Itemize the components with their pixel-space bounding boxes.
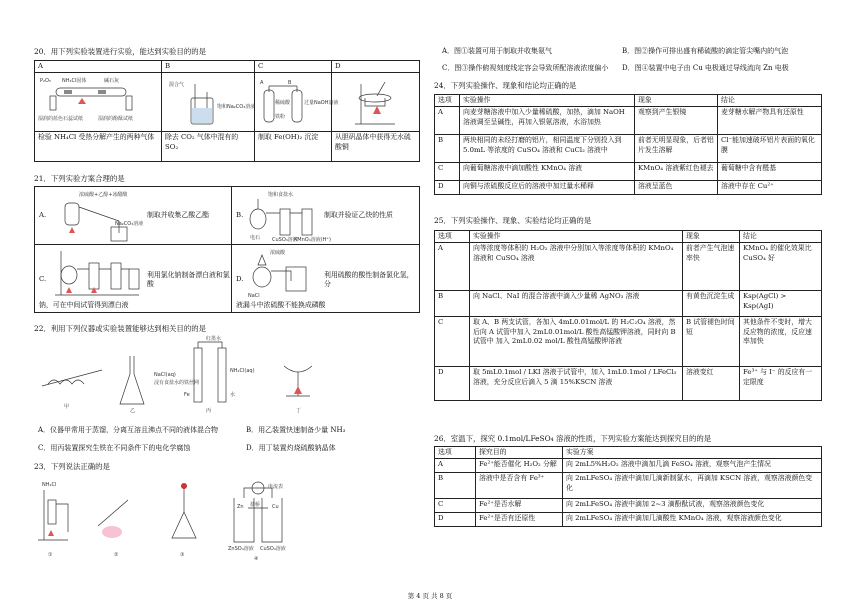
q23-figure [34,478,304,562]
q24-row-b-phenomenon: 前者无明显现象，后者铝片发生溶解 [635,135,718,163]
q25-header-operation: 实验操作 [470,231,683,243]
q21-option-c-text-1: 利用氯化钠制备漂白液和氯酸 [147,271,230,289]
q24-row-d-operation: 向铜与浓硫酸反应后的溶液中加过量水稀释 [460,181,635,195]
q25-row-d-option: D [435,367,470,401]
q20-header-b: B [162,61,255,73]
q20-header-a: A [35,61,162,73]
q25-row-d-conclusion: Fe³⁺ 与 I⁻ 的反应有一定限度 [740,367,822,401]
q23-fig-label: ② [114,552,119,558]
q21-stem: 21．下列实验方案合理的是 [34,174,125,183]
q26-row-d-plan: 向 2mLFeSO₄ 溶液中滴加几滴酸性 KMnO₄ 溶液，观察溶液颜色变化 [563,513,822,527]
q24-header-option: 选项 [435,95,460,107]
q20-header-d: D [332,61,420,73]
q24-row-a-operation: 向麦芽糖溶液中加入少量稀硫酸，加热，滴加 NaOH 溶液调至呈碱性，再加入银氨溶液，水浴加热 [460,107,635,135]
q24-row-d-option: D [435,181,460,195]
q20-header-c: C [255,61,332,73]
q21-option-b-label: B. [236,211,244,219]
q25-row-d-operation: 取 5mL0.1mol / LKI 溶液于试管中，加入 1mL0.1mol / LFeCl₃ 溶液，充分反应后滴入 5 滴 15%KSCN 溶液 [470,367,683,401]
q21-fig-b-label: CuSO₄溶液 [272,237,298,243]
q24-row-a-phenomenon: 观察到产生银镜 [635,107,718,135]
q22-fig-label: 丁 [296,408,302,414]
q26-header-plan: 实验方案 [563,447,822,459]
q23-option-b: B．图②操作可排出盛有稀硫酸的滴定管尖嘴内的气泡 [622,47,789,55]
q22-fig-label: 浸有食盐水的铁丝网 [154,380,200,386]
q24-table [434,94,822,195]
q21-option-b-text: 制取并验证乙炔的性质 [324,211,393,219]
q23-fig-label: CuSO₄溶液 [260,546,286,552]
q21-fig-a-label: Na₂CO₃溶液 [115,221,144,227]
q24-row-a-conclusion: 麦芽糖水解产物具有还原性 [718,107,822,135]
q25-row-c-operation: 取 A、B 两支试管，各加入 4mL0.01mol/L 的 H₂C₂O₄ 溶液，然后向 A 试管中加入 2mL0.01mol/L 酸性高锰酸钾溶液，同时向 B 试管中 加入 2mL0.02 mol/L 酸性高锰酸钾溶液 [470,317,683,367]
q21-fig-b-label: KMnO₄溶液(H⁺) [294,237,332,243]
q25-row-b-operation: 向 NaCl、NaI 的混合溶液中滴入少量稀 AgNO₃ 溶液 [470,291,683,317]
q25-row-b-conclusion: Ksp(AgCl) > Ksp(AgI) [740,291,822,317]
q26-row-a-purpose: Fe²⁺能否催化 H₂O₂ 分解 [476,459,563,473]
q21-option-c-text-2: 钠，可在中间试管得到漂白液 [39,301,129,309]
q25-row-b-phenomenon: 有黄色沉淀生成 [683,291,740,317]
q24-header-conclusion: 结论 [718,95,822,107]
q23-fig-label: 盐桥 [250,502,261,508]
q21-option-b [232,187,420,245]
q21-option-d-label: D. [236,275,244,283]
q21-option-d-text-2: 液漏斗中浓硫酸不能换成磷酸 [236,301,326,309]
q25-row-a-option: A [435,243,470,291]
q20-fig-c-label: 过量NaOH溶液 [304,100,339,107]
q23-fig-label: Cu [272,504,279,510]
q20-fig-c-label: B [288,80,292,87]
q20-figure-b [162,73,255,132]
q26-row-a-option: A [435,459,476,473]
q21-option-a-label: A. [39,211,47,219]
q20-cell-c: 制取 Fe(OH)₂ 沉淀 [255,132,332,162]
q22-stem: 22．利用下列仪器或实验装置能够达到相关目的的是 [34,324,207,333]
q23-fig-label: ③ [180,552,185,558]
q22-option-d: D．用丁装置灼烧硫酸钠晶体 [246,444,336,452]
q25-row-c-option: C [435,317,470,367]
q24-row-b-operation: 两块相同的未经打磨的铝片，相同温度下分别投入到 5.0mL 等浓度的 CuSO₄ 溶液和 CuCl₂ 溶液中 [460,135,635,163]
q26-row-c-option: C [435,499,476,513]
q26-row-a-plan: 向 2mL5%H₂O₂ 溶液中滴加几滴 FeSO₄ 溶液，观察气泡产生情况 [563,459,822,473]
page-footer: 第 4 页 共 8 页 [407,592,453,600]
q25-row-d-phenomenon: 溶液变红 [683,367,740,401]
q25-row-a-operation: 向等浓度等体积的 H₂O₂ 溶液中分别加入等浓度等体积的 KMnO₄ 溶液和 CuSO₄ 溶液 [470,243,683,291]
q23-option-c: C．图③操作俯视刻度线定容会导致所配溶液浓度偏小 [442,64,609,72]
q23-fig-label: ① [48,552,53,558]
q24-row-b-option: B [435,135,460,163]
q26-row-c-plan: 向 2mLFeSO₄ 溶液中滴加 2~3 滴酚酞试液，观察溶液颜色变化 [563,499,822,513]
q26-row-c-purpose: Fe²⁺是否水解 [476,499,563,513]
q22-option-c: C．用丙装置探究生铁在不同条件下的电化学腐蚀 [38,444,191,452]
q21-option-d [232,245,420,313]
q21-table [34,186,420,313]
q20-fig-b-label: 混合气 [169,82,185,89]
q22-option-b: B．用乙装置快速制备少量 NH₃ [246,426,346,434]
q24-row-c-phenomenon: KMnO₄ 溶液紫红色褪去 [635,163,718,181]
q20-cell-b: 除去 CO₂ 气体中混有的 SO₂ [162,132,255,162]
q25-header-conclusion: 结论 [740,231,822,243]
q20-figure-a [35,73,162,132]
q22-fig-label: 红墨水 [206,336,222,342]
q20-figure-d [332,73,420,132]
q26-row-b-purpose: 溶液中是否含有 Fe³⁺ [476,473,563,499]
q21-fig-d-label: 浓硫酸 [270,250,286,256]
q25-header-option: 选项 [435,231,470,243]
q22-fig-label: 乙 [130,408,136,414]
q21-option-a-text: 制取并收集乙酸乙酯 [147,211,210,219]
q25-row-b-option: B [435,291,470,317]
q22-figure [34,336,334,414]
q21-fig-b-label: 电石 [250,235,261,241]
q24-row-c-conclusion: 葡萄糖中含有醛基 [718,163,822,181]
q20-fig-b-label: 饱和Na₂CO₃溶液 [217,104,256,111]
q22-fig-label: 甲 [64,404,70,410]
q21-fig-a-label: 浓硫酸+乙醇+冰醋酸 [79,192,128,198]
q26-table [434,446,822,527]
q21-fig-d-label: NaCl [248,293,260,299]
q20-figure-c [255,73,339,132]
q22-fig-label: 丙 [206,408,212,414]
q20-fig-a-label: 湿润的酚酞试纸 [98,116,134,123]
q23-option-a: A．图①装置可用于制取并收集氨气 [442,47,553,55]
q23-fig-label: Zn [237,504,244,510]
q26-row-d-option: D [435,513,476,527]
q21-option-c-label: C. [39,275,47,283]
q20-stem: 20．用下列实验装置进行实验，能达到实验目的的是 [34,47,207,56]
q23-fig-label: 电流表 [268,484,284,490]
q21-option-c [35,245,232,313]
q25-row-a-phenomenon: 前者产生气泡速率快 [683,243,740,291]
q22-fig-label: NaCl(aq) [154,372,176,378]
q23-fig-label: NH₄Cl [42,482,57,488]
q20-fig-c-label: 稀硫酸 [275,100,291,107]
q21-fig-b-label: 饱和食盐水 [268,192,294,198]
q20-fig-a-label: 湿润的蓝色石蕊试纸 [38,116,84,123]
q21-option-a [35,187,232,245]
q20-fig-a-label: 碱石灰 [104,78,120,85]
q25-header-phenomenon: 现象 [683,231,740,243]
q24-row-a-option: A [435,107,460,135]
q22-option-a: A．仪器甲常用于蒸馏，分离互溶且沸点不同的液体混合物 [38,426,219,434]
q25-row-c-phenomenon: B 试管褪色时间短 [683,317,740,367]
q24-header-phenomenon: 现象 [635,95,718,107]
q26-header-purpose: 探究目的 [476,447,563,459]
q26-row-d-purpose: Fe²⁺是否有还原性 [476,513,563,527]
q24-header-operation: 实验操作 [460,95,635,107]
q24-row-b-conclusion: Cl⁻能加速破坏铝片表面的氧化膜 [718,135,822,163]
q23-fig-label: ④ [254,556,259,562]
q20-table [34,60,420,162]
q24-row-d-phenomenon: 溶液呈蓝色 [635,181,718,195]
q22-fig-label: Fe [184,392,190,398]
q23-fig-label: ZnSO₄溶液 [228,546,254,552]
q26-header-option: 选项 [435,447,476,459]
q20-fig-c-label: 铁粉 [275,114,286,121]
q26-row-b-plan: 向 2mLFeSO₄ 溶液中滴加几滴新制氯水，再滴加 KSCN 溶液，观察溶液颜色变化 [563,473,822,499]
q20-cell-d: 从胆矾晶体中获得无水硫酸铜 [332,132,420,162]
q26-row-b-option: B [435,473,476,499]
q25-stem: 25．下列实验操作、现象、实验结论均正确的是 [434,216,592,225]
q23-option-d: D．图④装置中电子由 Cu 电极通过导线流向 Zn 电极 [622,64,789,72]
q24-row-c-option: C [435,163,460,181]
q25-row-a-conclusion: KMnO₄ 的催化效果比 CuSO₄ 好 [740,243,822,291]
q22-fig-label: NH₄Cl(aq) [230,368,255,374]
q25-table [434,230,822,401]
q24-row-d-conclusion: 溶液中存在 Cu²⁺ [718,181,822,195]
q22-fig-label: 水 [230,392,236,398]
q20-fig-a-label: NH₄Cl固体 [62,78,87,85]
q23-stem: 23．下列说法正确的是 [34,462,110,471]
q20-fig-a-label: P₂O₅ [40,78,51,85]
q24-stem: 24．下列实验操作、现象和结论均正确的是 [434,81,577,90]
q20-fig-c-label: A [260,80,264,87]
q25-row-c-conclusion: 其他条件不变时，增大反应物的浓度，反应速率加快 [740,317,822,367]
q20-cell-a: 检验 NH₄Cl 受热分解产生的两种气体 [35,132,162,162]
q26-stem: 26．室温下，探究 0.1mol/LFeSO₄ 溶液的性质，下列实验方案能达到探究目的的是 [434,434,712,443]
q24-row-c-operation: 向葡萄糖溶液中滴加酸性 KMnO₄ 溶液 [460,163,635,181]
q21-option-d-text-1: 利用硫酸的酸性制备氯化氢，分 [324,271,414,289]
